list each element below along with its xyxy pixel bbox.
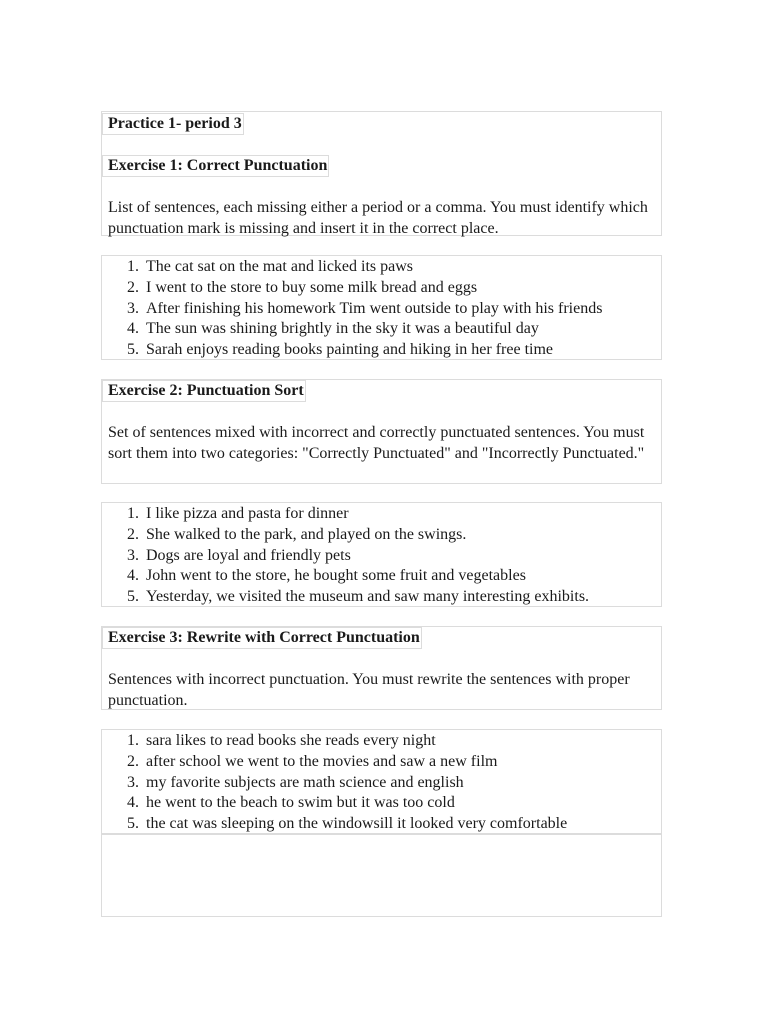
item-text: Dogs are loyal and friendly pets — [146, 546, 351, 564]
list-item — [102, 752, 661, 773]
item-number: 3. — [127, 773, 139, 791]
item-text: he went to the beach to swim but it was too cold — [146, 794, 455, 812]
item-text: John went to the store, he bought some fruit and vegetables — [146, 567, 526, 585]
item-text: after school we went to the movies and saw a new film — [146, 752, 498, 770]
exercise-1-title: Exercise 1: Correct Punctuation — [102, 155, 329, 177]
list-item — [102, 587, 661, 608]
item-text: the cat was sleeping on the windowsill it looked very comfortable — [146, 815, 568, 833]
list-item — [102, 278, 661, 299]
exercise-1-list — [102, 257, 661, 361]
item-text: Sarah enjoys reading books painting and hiking in her free time — [146, 341, 554, 359]
item-text: I went to the store to buy some milk bread and eggs — [146, 278, 478, 296]
item-number: 5. — [127, 588, 139, 606]
item-number: 1. — [127, 505, 139, 522]
item-number: 3. — [127, 299, 139, 317]
item-text: The sun was shining brightly in the sky it was a beautiful day — [146, 320, 539, 338]
item-text: my favorite subjects are math science and english — [146, 773, 464, 791]
item-number: 3. — [127, 546, 139, 564]
list-item — [102, 793, 661, 814]
practice-title: Practice 1- period 3 — [102, 113, 244, 135]
exercise-2-description: Set of sentences mixed with incorrect and correctly punctuated sentences. You must sort them into two categories: "Correctly Punctuated" and "Incorrectly Punctuated." — [108, 424, 645, 462]
empty-answer-box — [101, 834, 662, 917]
list-item — [102, 814, 661, 835]
list-item — [102, 773, 661, 794]
item-text: The cat sat on the mat and licked its paws — [146, 258, 414, 275]
list-item — [102, 731, 661, 752]
list-item — [102, 504, 661, 525]
item-text: She walked to the park, and played on the swings. — [146, 525, 467, 543]
exercise-3-list-box — [101, 729, 662, 834]
exercise-2-list — [102, 504, 661, 608]
item-number: 1. — [127, 732, 139, 749]
item-number: 4. — [127, 320, 139, 338]
exercise-1-description: List of sentences, each missing either a period or a comma. You must identify which punctuation mark is missing and insert it in the correct place. — [108, 199, 648, 237]
exercise-3-title: Exercise 3: Rewrite with Correct Punctuation — [102, 627, 422, 649]
exercise-3-description: Sentences with incorrect punctuation. You must rewrite the sentences with proper punctuation. — [108, 671, 630, 709]
exercise-2-title: Exercise 2: Punctuation Sort — [102, 380, 306, 402]
list-item — [102, 340, 661, 361]
exercise-3-header-box — [101, 626, 662, 710]
item-text: sara likes to read books she reads every night — [146, 732, 436, 749]
exercise-1-header-box — [101, 111, 662, 236]
list-item — [102, 257, 661, 278]
list-item — [102, 525, 661, 546]
item-number: 4. — [127, 567, 139, 585]
item-number: 5. — [127, 815, 139, 833]
item-text: After finishing his homework Tim went outside to play with his friends — [146, 299, 603, 317]
item-number: 5. — [127, 341, 139, 359]
item-text: Yesterday, we visited the museum and saw many interesting exhibits. — [146, 588, 590, 606]
item-number: 2. — [127, 752, 139, 770]
list-item — [102, 299, 661, 320]
item-text: I like pizza and pasta for dinner — [146, 505, 349, 522]
item-number: 4. — [127, 794, 139, 812]
item-number: 2. — [127, 278, 139, 296]
exercise-2-list-box — [101, 502, 662, 607]
list-item — [102, 546, 661, 567]
exercise-1-list-box — [101, 255, 662, 360]
exercise-3-list — [102, 731, 661, 835]
exercise-2-header-box — [101, 379, 662, 484]
list-item — [102, 566, 661, 587]
list-item — [102, 319, 661, 340]
item-number: 1. — [127, 258, 139, 275]
item-number: 2. — [127, 525, 139, 543]
